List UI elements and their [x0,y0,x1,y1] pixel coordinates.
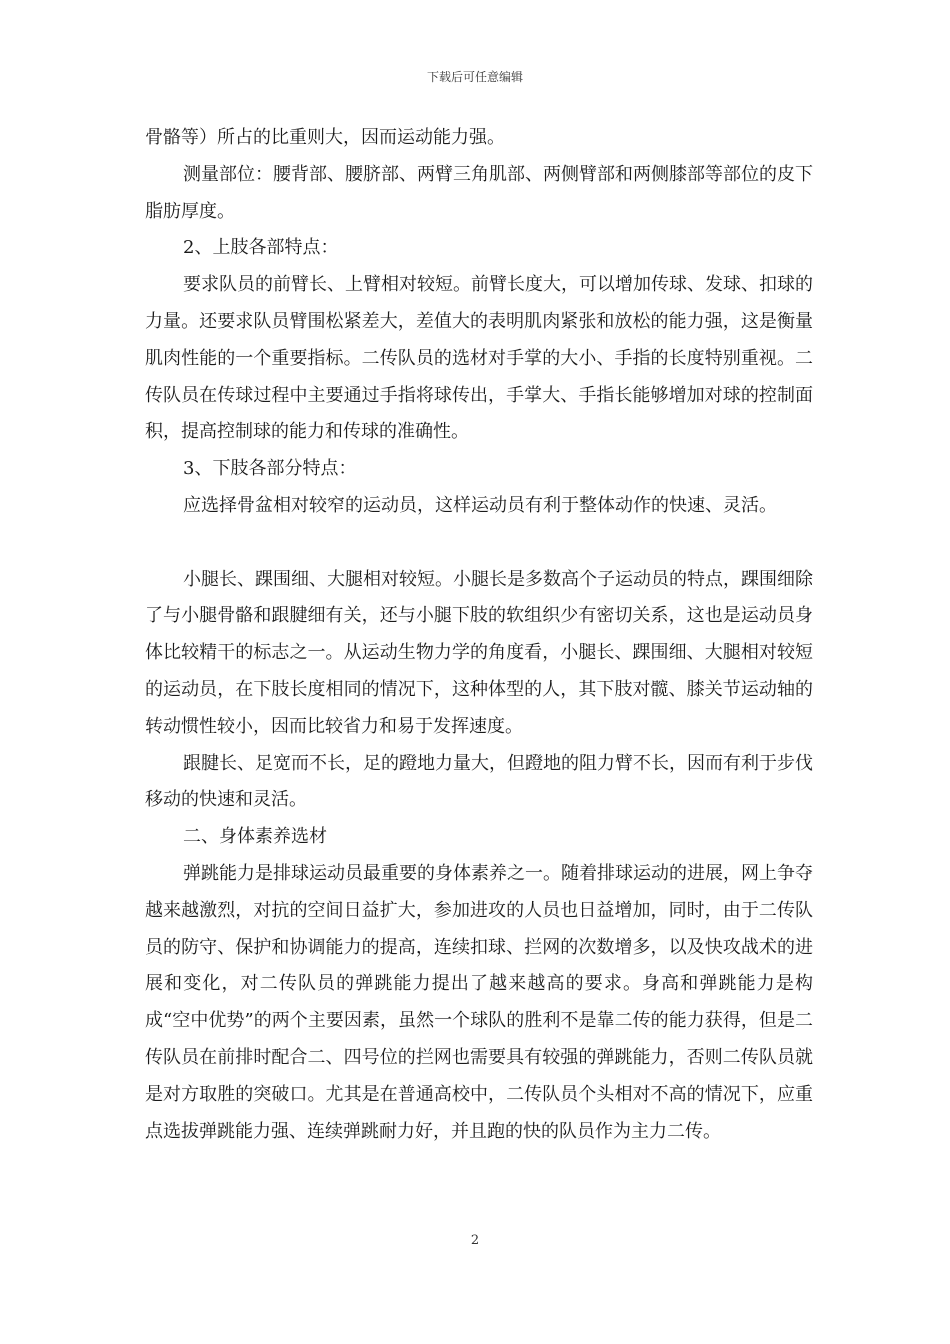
paragraph-achilles: 跟腱长、足宽而不长，足的蹬地力量大，但蹬地的阻力臂不长，因而有利于步伐移动的快速和灵活。 [145,752,813,811]
blank-line [145,525,813,562]
paragraph-continuation: 骨骼等）所占的比重则大，因而运动能力强。 [145,127,505,148]
page-header: 下载后可任意编辑 [426,70,523,84]
paragraph-pelvis: 应选择骨盆相对较窄的运动员，这样运动员有利于整体动作的快速、灵活。 [183,494,777,516]
section-heading-lower-limbs: 3、下肢各部分特点： [183,458,357,480]
page-number: 2 [470,1233,480,1248]
section-heading-physical-quality: 二、身体素养选材 [183,826,327,848]
paragraph-measurement-sites: 测量部位：腰背部、腰脐部、两臂三角肌部、两侧臂部和两侧膝部等部位的皮下脂肪厚度。 [145,163,813,222]
paragraph-lower-leg: 小腿长、踝围细、大腿相对较短。小腿长是多数高个子运动员的特点，踝围细除了与小腿骨骼和跟腱细有关，还与小腿下肢的软组织少有密切关系，这也是运动员身体比较精干的标志之一。从运动生物力学的角度看，小腿长、踝围细、大腿相对较短的运动员，在下肢长度相同的情况下，这种体型的人，其下肢对髋、膝关节运动轴的转动惯性较小，因而比较省力和易于发挥速度。 [145,568,813,737]
document-body [145,120,813,1150]
section-heading-upper-limbs: 2、上肢各部特点： [183,237,339,259]
paragraph-jumping-ability: 弹跳能力是排球运动员最重要的身体素养之一。随着排球运动的进展，网上争夺越来越激烈，对抗的空间日益扩大，参加进攻的人员也日益增加，同时，由于二传队员的防守、保护和协调能力的提高，连续扣球、拦网的次数增多，以及快攻战术的进展和变化，对二传队员的弹跳能力提出了越来越高的要求。身高和弹跳能力是构成“空中优势”的两个主要因素，虽然一个球队的胜利不是靠二传的能力获得，但是二传队员在前排时配合二、四号位的拦网也需要具有较强的弹跳能力，否则二传队员就是对方取胜的突破口。尤其是在普通高校中，二传队员个头相对不高的情况下，应重点选拔弹跳能力强、连续弹跳耐力好，并且跑的快的队员作为主力二传。 [145,862,813,1142]
paragraph-upper-limbs: 要求队员的前臂长、上臂相对较短。前臂长度大，可以增加传球、发球、扣球的力量。还要求队员臂围松紧差大，差值大的表明肌肉紧张和放松的能力强，这是衡量肌肉性能的一个重要指标。二传队员的选材对手掌的大小、手指的长度特别重视。二传队员在传球过程中主要通过手指将球传出，手掌大、手指长能够增加对球的控制面积，提高控制球的能力和传球的准确性。 [145,274,813,443]
